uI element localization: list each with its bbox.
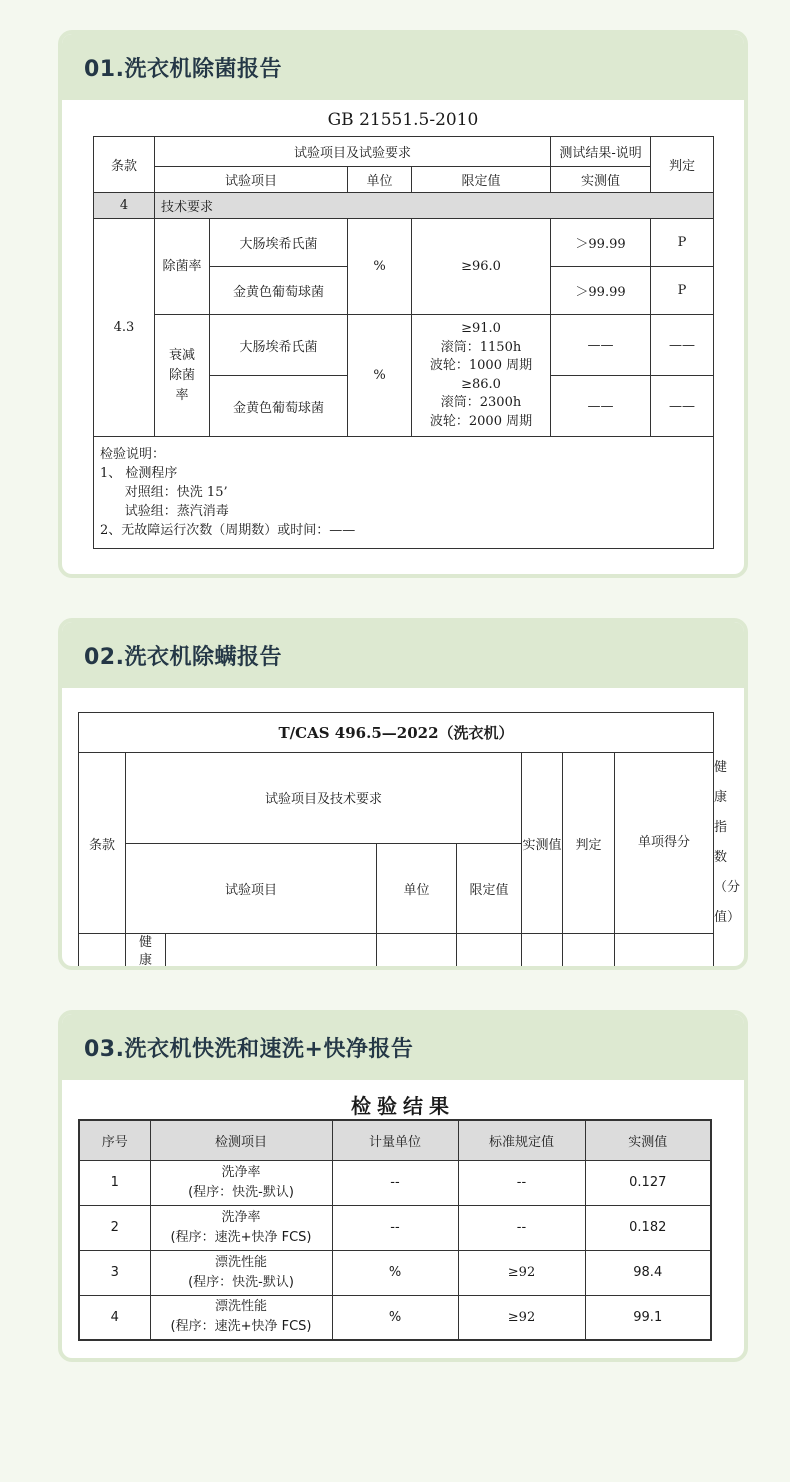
- note-line: 2、无故障运行次数（周期数）或时间：——: [100, 523, 356, 538]
- judge-cell: P: [651, 267, 714, 315]
- header-judge: 判定: [651, 137, 714, 193]
- unit-cell: [377, 934, 457, 971]
- results-title: 检验结果: [351, 1094, 455, 1118]
- header-item: 试验项目: [126, 843, 377, 934]
- header-clause: 条款: [94, 137, 155, 193]
- note-line: 1、 检测程序: [100, 466, 178, 481]
- value-cell: 99.1: [585, 1295, 711, 1340]
- clause-cell: 4.3: [94, 219, 155, 437]
- limit-line: 滚筒：2300h: [440, 395, 522, 410]
- item-name: 漂洗性能: [214, 1254, 267, 1270]
- no-cell: 3: [79, 1250, 150, 1295]
- item-program: (程序：快洗-默认): [188, 1184, 294, 1200]
- section-title: 01.洗衣机除菌报告: [62, 34, 744, 100]
- inspection-notes: [94, 437, 714, 549]
- item-name: 洗净率: [221, 1164, 261, 1180]
- item-cell: 金黄色葡萄球菌: [210, 376, 348, 437]
- table-row: [79, 1295, 711, 1340]
- no-cell: 1: [79, 1160, 150, 1205]
- header-measured: 实测值: [551, 167, 651, 193]
- limit-cell: ≥96.0: [412, 219, 551, 315]
- item-cell: [166, 934, 377, 971]
- limit-line: 波轮：1000 周期: [429, 358, 533, 373]
- item-cell: [150, 1295, 332, 1340]
- measured-cell: ——: [551, 376, 651, 437]
- item-name: 漂洗性能: [214, 1299, 267, 1315]
- item-program: (程序：速洗+快净 FCS): [170, 1229, 312, 1245]
- value-cell: 98.4: [585, 1250, 711, 1295]
- header-score: 单项得分: [615, 753, 714, 934]
- item-cell: 大肠埃希氏菌: [210, 315, 348, 376]
- std-cell: ≥92: [458, 1250, 585, 1295]
- item-program: (程序：快洗-默认): [188, 1274, 294, 1290]
- section-clause: 4: [94, 193, 155, 219]
- table-row: [79, 1160, 711, 1205]
- limit-line: ≥86.0: [461, 376, 501, 392]
- unit-cell: %: [332, 1250, 458, 1295]
- limit-line: 波轮：2000 周期: [429, 413, 533, 429]
- item-cell: [150, 1250, 332, 1295]
- judge-cell: ——: [651, 376, 714, 437]
- unit-cell: --: [332, 1160, 458, 1205]
- measured-cell: ——: [551, 315, 651, 376]
- no-cell: 2: [79, 1205, 150, 1250]
- measured-cell: ＞99.99: [551, 219, 651, 267]
- note-line: 试验组：蒸汽消毒: [100, 504, 229, 519]
- header-item: 试验项目: [155, 167, 348, 193]
- mite-table: T/CAS 496.5—2022（洗衣机） 条款 试验项目及技术要求 实测值 判定 单项得分 健康指数 （分值） 试验项目 单位 限定值 健康: [78, 712, 714, 970]
- judge-cell: [563, 934, 615, 971]
- sterilization-report-card: [58, 30, 748, 578]
- header-limit: 限定值: [457, 843, 522, 934]
- item-cell: 大肠埃希氏菌: [210, 219, 348, 267]
- header-std: 标准规定值: [458, 1120, 585, 1160]
- mite-removal-report-card: [58, 618, 748, 970]
- std-cell: ≥92: [458, 1295, 585, 1340]
- group1-label: 除菌率: [155, 219, 210, 315]
- header-item-req: 试验项目及技术要求: [126, 753, 522, 844]
- group2-label: 衰减除菌率: [155, 315, 210, 437]
- header-item-req: 试验项目及试验要求: [155, 137, 551, 167]
- value-cell: 0.182: [585, 1205, 711, 1250]
- decay-limit-cell: [412, 315, 551, 437]
- item-cell: [150, 1205, 332, 1250]
- sterilization-table: [93, 136, 714, 549]
- header-clause: 条款: [79, 753, 126, 934]
- limit-line: 滚筒：1150h: [440, 339, 522, 355]
- measured-cell: [522, 934, 563, 971]
- table-row: [79, 1250, 711, 1295]
- std-cell: --: [458, 1160, 585, 1205]
- item-program: (程序：速洗+快净 FCS): [170, 1319, 312, 1335]
- value-cell: 0.127: [585, 1160, 711, 1205]
- note-line: 检验说明：: [100, 447, 166, 462]
- section-title: 02.洗衣机除螨报告: [62, 622, 744, 688]
- header-unit: 单位: [377, 843, 457, 934]
- unit-cell: %: [348, 315, 412, 437]
- unit-cell: %: [348, 219, 412, 315]
- item-name: 洗净率: [221, 1209, 261, 1225]
- std-cell: --: [458, 1205, 585, 1250]
- item-cell: 金黄色葡萄球菌: [210, 267, 348, 315]
- unit-cell: --: [332, 1205, 458, 1250]
- header-value: 实测值: [585, 1120, 711, 1160]
- category-cell: 健康: [126, 934, 166, 971]
- table-row: [79, 1205, 711, 1250]
- judge-cell: P: [651, 219, 714, 267]
- header-unit: 计量单位: [332, 1120, 458, 1160]
- unit-cell: %: [332, 1295, 458, 1340]
- header-measured: 实测值: [522, 753, 563, 934]
- header-result-desc: 测试结果-说明: [551, 137, 651, 167]
- quick-wash-report-card: [58, 1010, 748, 1362]
- clause-cell: [79, 934, 126, 971]
- note-line: 对照组：快洗 15’: [100, 485, 228, 500]
- standard-title: GB 21551.5-2010: [327, 110, 479, 130]
- standard-title: T/CAS 496.5—2022（洗衣机）: [79, 713, 714, 753]
- section-title: 03.洗衣机快洗和速洗+快净报告: [62, 1014, 744, 1080]
- header-unit: 单位: [348, 167, 412, 193]
- header-no: 序号: [79, 1120, 150, 1160]
- measured-cell: ＞99.99: [551, 267, 651, 315]
- limit-cell: [457, 934, 522, 971]
- score-cell: [615, 934, 714, 971]
- header-limit: 限定值: [412, 167, 551, 193]
- header-item: 检测项目: [150, 1120, 332, 1160]
- limit-line: ≥91.0: [461, 321, 501, 336]
- judge-cell: ——: [651, 315, 714, 376]
- item-cell: [150, 1160, 332, 1205]
- section-label: 技术要求: [155, 193, 714, 219]
- no-cell: 4: [79, 1295, 150, 1340]
- header-judge: 判定: [563, 753, 615, 934]
- wash-results-table: [78, 1119, 712, 1341]
